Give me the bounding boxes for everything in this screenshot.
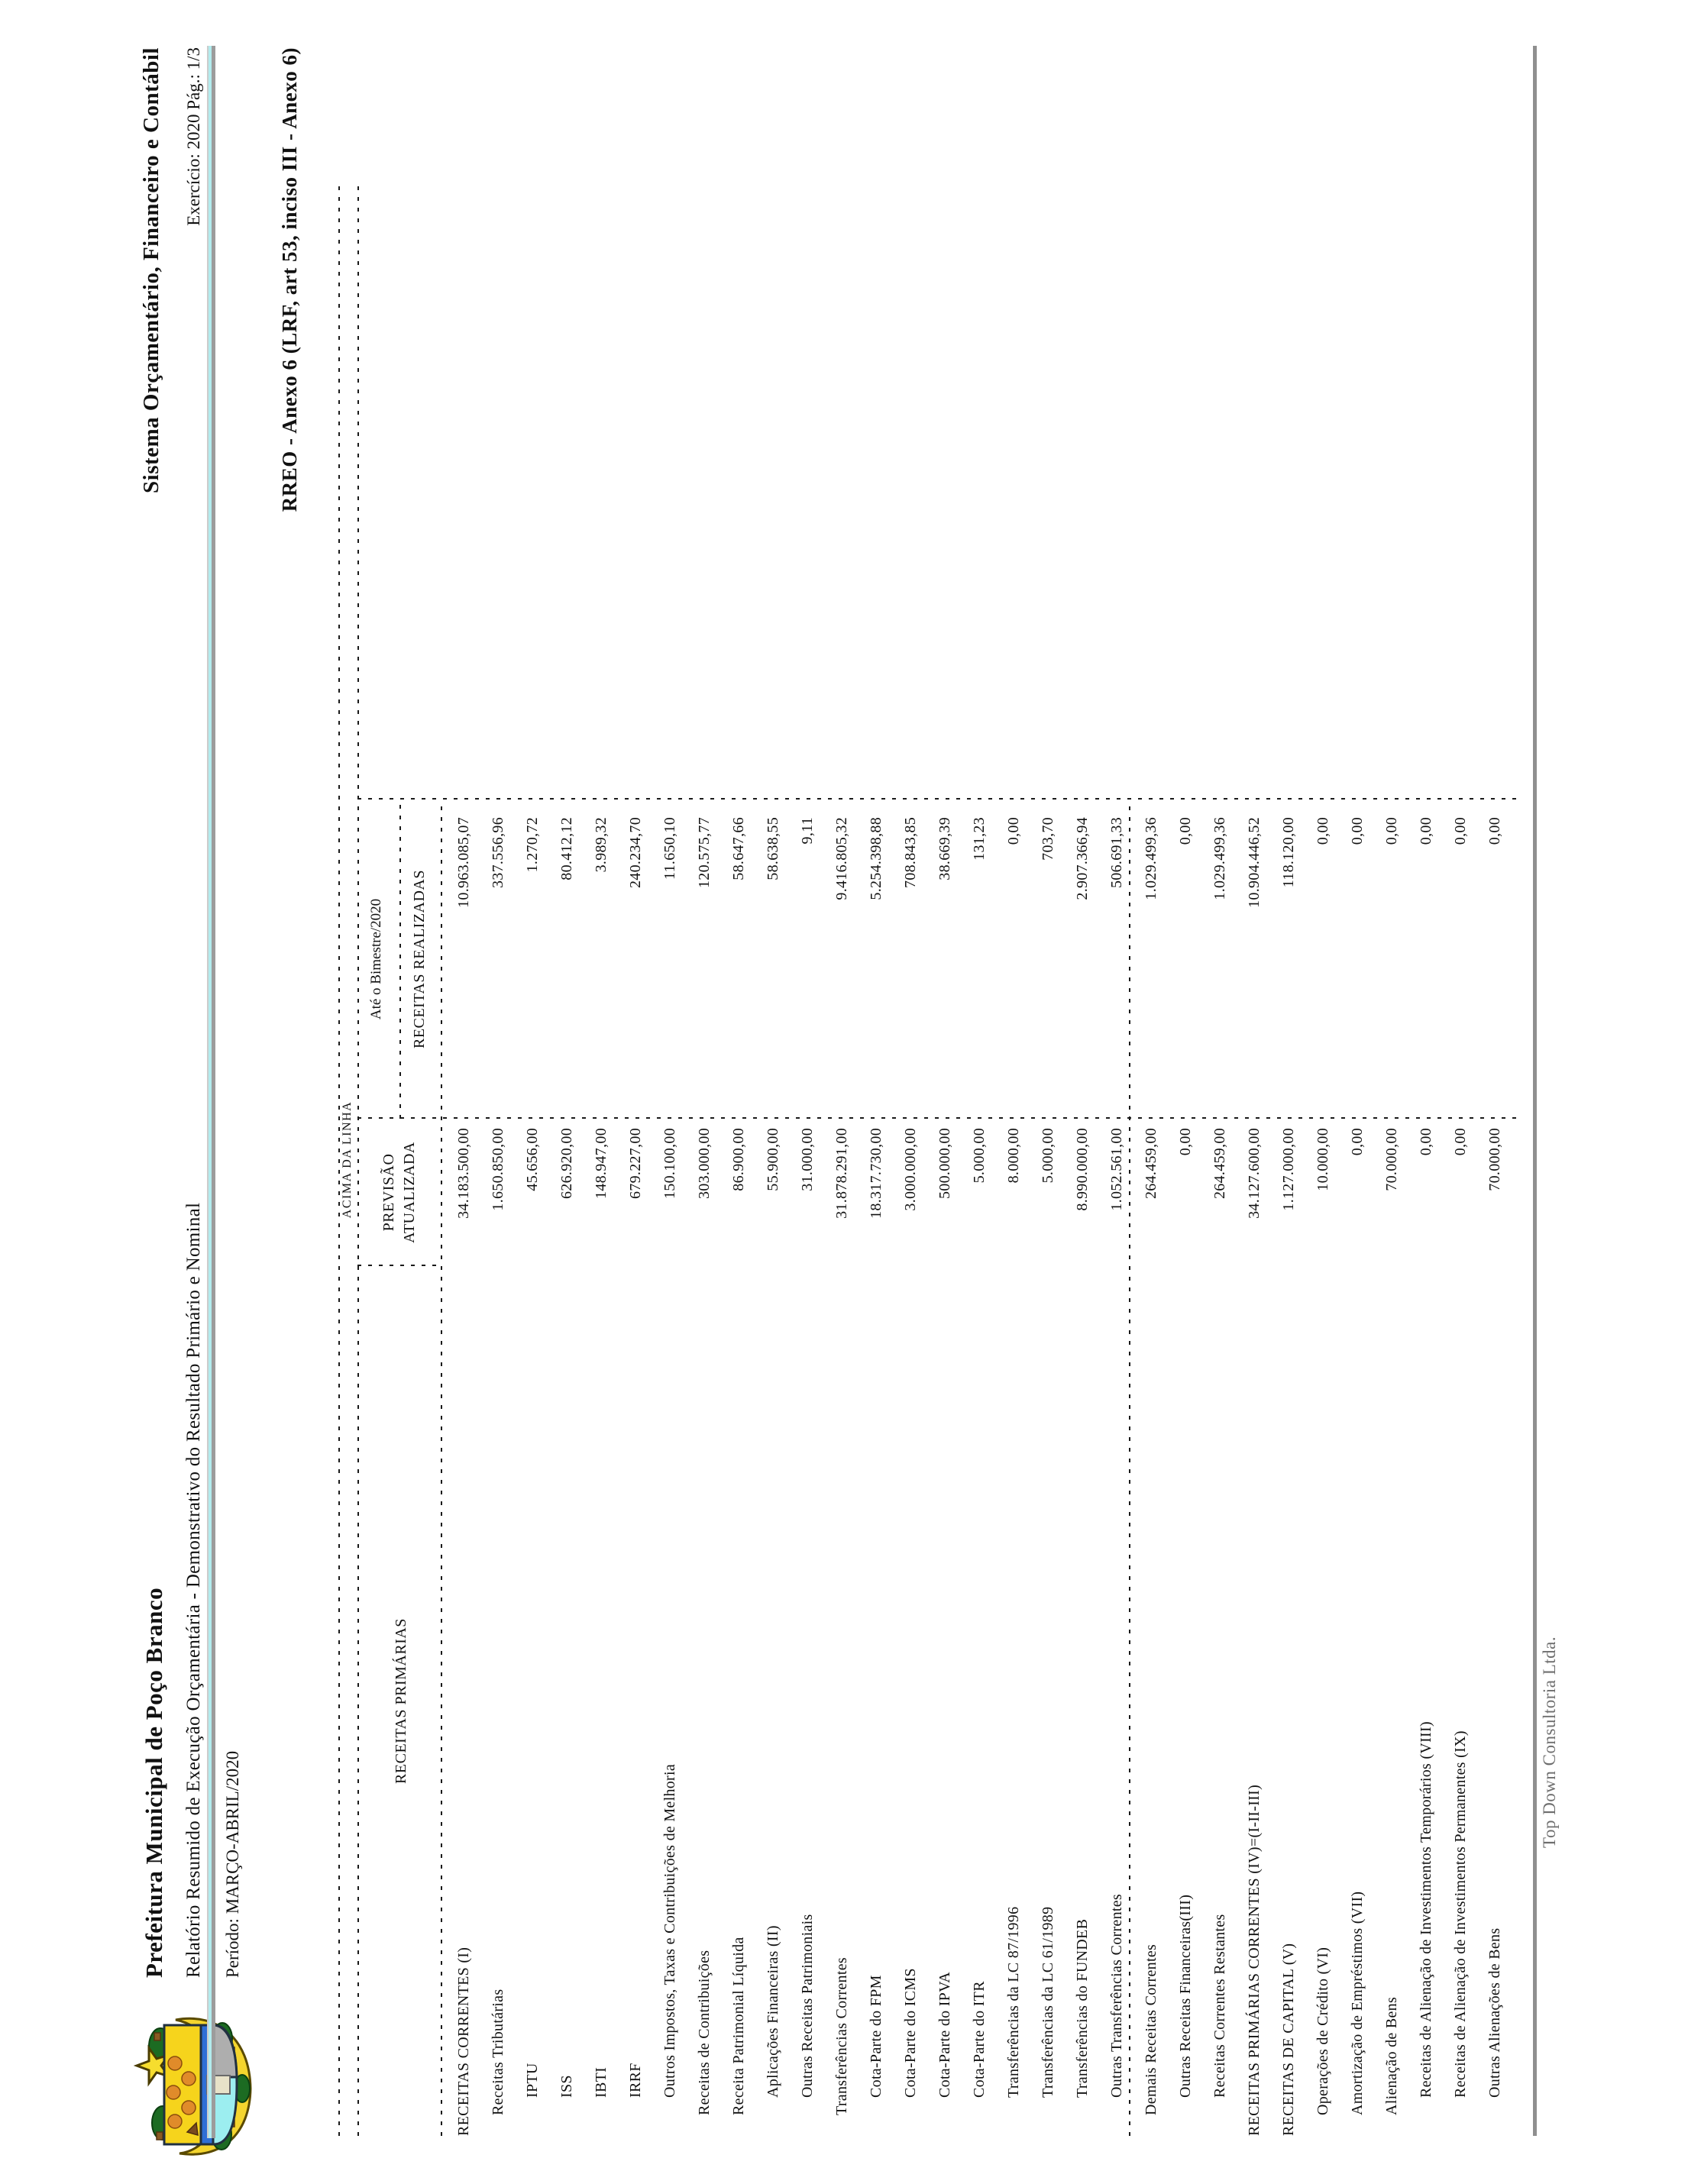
table-row xyxy=(687,800,722,2136)
row-label: Cota-Parte do IPVA xyxy=(936,1971,953,2098)
table-banner-top-border xyxy=(338,183,340,2136)
row-previsao-value: 1.650.850,00 xyxy=(490,1128,506,1211)
row-realizada-value: 5.254.398,88 xyxy=(868,817,884,900)
row-label: Receitas de Alienação de Investimentos Temporários (VIII) xyxy=(1418,1721,1434,2098)
row-previsao-value: 86.900,00 xyxy=(730,1128,747,1191)
row-label: Outras Alienações de Bens xyxy=(1486,1927,1503,2098)
table-row xyxy=(1272,800,1306,2136)
row-previsao-value: 500.000,00 xyxy=(936,1128,953,1199)
row-label: ISS xyxy=(558,2075,575,2098)
row-realizada-value: 38.669,39 xyxy=(936,817,953,880)
exercise-and-page: Exercício: 2020 Pág.: 1/3 xyxy=(184,47,203,226)
table-row xyxy=(997,800,1031,2136)
section-banner: ACIMA DA LINHA xyxy=(341,1100,354,1219)
table-row xyxy=(1100,800,1134,2136)
previsao-line2: ATUALIZADA xyxy=(401,1142,418,1243)
table-row xyxy=(550,800,584,2136)
row-previsao-value: 679.227,00 xyxy=(627,1128,644,1199)
table-row xyxy=(825,800,859,2136)
row-previsao-value: 31.000,00 xyxy=(799,1128,816,1191)
row-realizada-value: 0,00 xyxy=(1452,817,1469,845)
table-row xyxy=(516,800,550,2136)
table-body xyxy=(447,800,1512,2136)
row-previsao-value: 150.100,00 xyxy=(661,1128,678,1199)
row-previsao-value: 8.000,00 xyxy=(1005,1128,1022,1184)
row-previsao-value: 55.900,00 xyxy=(765,1128,781,1191)
row-label: Cota-Parte do ITR xyxy=(971,1981,988,2098)
table-row xyxy=(894,800,928,2136)
row-realizada-value: 58.647,66 xyxy=(730,817,747,880)
row-previsao-value: 3.000.000,00 xyxy=(902,1128,919,1211)
row-previsao-value: 303.000,00 xyxy=(696,1128,713,1199)
row-label: RECEITAS DE CAPITAL (V) xyxy=(1280,1943,1297,2136)
table-row xyxy=(447,800,481,2136)
row-realizada-value: 0,00 xyxy=(1005,817,1022,845)
row-realizada-value: 120.575,77 xyxy=(696,817,713,888)
row-label: Outras Receitas Financeiras(III) xyxy=(1177,1894,1194,2098)
table-row xyxy=(1031,800,1066,2136)
row-label: Receitas Tributárias xyxy=(490,1989,506,2115)
row-label: Aplicações Financeiras (II) xyxy=(765,1925,781,2098)
row-realizada-value: 1.029.499,36 xyxy=(1211,817,1228,900)
row-previsao-value: 0,00 xyxy=(1177,1128,1194,1156)
row-realizada-value: 0,00 xyxy=(1349,817,1366,845)
row-label: Receita Patrimonial Líquida xyxy=(730,1937,747,2115)
table-header-bottom-border xyxy=(441,800,442,2136)
row-previsao-value: 5.000,00 xyxy=(971,1128,988,1184)
table-row xyxy=(1306,800,1340,2136)
row-previsao-value: 34.183.500,00 xyxy=(455,1128,472,1219)
table-row xyxy=(1203,800,1237,2136)
row-label: Transferências da LC 61/1989 xyxy=(1040,1906,1056,2098)
row-label: Alienação de Bens xyxy=(1383,1996,1400,2115)
table-row xyxy=(928,800,962,2136)
table-row xyxy=(1066,800,1100,2136)
column-header-previsao-atualizada xyxy=(379,1119,420,1266)
organization-title: Prefeitura Municipal de Poço Branco xyxy=(141,1587,167,1978)
row-label: Operações de Crédito (VI) xyxy=(1315,1947,1331,2115)
row-realizada-value: 9,11 xyxy=(799,817,816,845)
table-row xyxy=(1134,800,1169,2136)
row-realizada-value: 131,23 xyxy=(971,817,988,861)
table-row xyxy=(1444,800,1478,2136)
row-realizada-value: 10.963.085,07 xyxy=(455,817,472,908)
row-label: Receitas de Alienação de Investimentos Permanentes (IX) xyxy=(1452,1730,1469,2098)
column-header-receitas-realizadas: RECEITAS REALIZADAS xyxy=(411,870,428,1049)
previsao-line1: PREVISÃO xyxy=(380,1153,397,1232)
footer-vendor: Top Down Consultoria Ltda. xyxy=(1540,1636,1559,1848)
row-realizada-value: 2.907.366,94 xyxy=(1074,817,1091,900)
row-label: Outros Impostos, Taxas e Contribuições de Melhoria xyxy=(661,1763,678,2098)
report-title: Relatório Resumido de Execução Orçamentária - Demonstrativo do Resultado Primário e Nominal xyxy=(183,1202,204,1978)
row-label: Receitas de Contribuições xyxy=(696,1950,713,2115)
row-realizada-value: 0,00 xyxy=(1418,817,1434,845)
row-label: RECEITAS CORRENTES (I) xyxy=(455,1947,472,2136)
row-realizada-value: 118.120,00 xyxy=(1280,817,1297,888)
row-realizada-value: 0,00 xyxy=(1486,817,1503,845)
row-realizada-value: 9.416.805,32 xyxy=(833,817,850,900)
row-previsao-value: 18.317.730,00 xyxy=(868,1128,884,1219)
row-previsao-value: 264.459,00 xyxy=(1211,1128,1228,1199)
row-realizada-value: 3.989,32 xyxy=(593,817,610,873)
table-row xyxy=(756,800,791,2136)
municipal-coat-of-arms-logo xyxy=(73,2008,252,2169)
row-previsao-value: 264.459,00 xyxy=(1143,1128,1159,1199)
row-previsao-value: 0,00 xyxy=(1418,1128,1434,1156)
row-realizada-value: 506.691,33 xyxy=(1108,817,1125,888)
row-label: Cota-Parte do FPM xyxy=(868,1975,884,2098)
row-previsao-value: 70.000,00 xyxy=(1383,1128,1400,1191)
row-realizada-value: 11.650,10 xyxy=(661,817,678,880)
row-realizada-value: 0,00 xyxy=(1383,817,1400,845)
row-realizada-value: 703,70 xyxy=(1040,817,1056,861)
row-label: IBTI xyxy=(593,2066,610,2098)
column-header-receitas-primarias: RECEITAS PRIMÁRIAS xyxy=(393,1618,409,1784)
table-row xyxy=(653,800,687,2136)
table-row xyxy=(791,800,825,2136)
row-realizada-value: 80.412,12 xyxy=(558,817,575,880)
table-row xyxy=(1169,800,1203,2136)
row-label: Cota-Parte do ICMS xyxy=(902,1968,919,2098)
table-row xyxy=(1375,800,1409,2136)
row-previsao-value: 10.000,00 xyxy=(1315,1128,1331,1191)
table-row xyxy=(481,800,516,2136)
row-previsao-value: 45.656,00 xyxy=(524,1128,541,1191)
row-previsao-value: 8.990.000,00 xyxy=(1074,1128,1091,1211)
row-realizada-value: 10.904.446,52 xyxy=(1246,817,1263,908)
table-banner-bottom-border xyxy=(357,183,359,2136)
table-row xyxy=(962,800,997,2136)
table-row xyxy=(859,800,894,2136)
row-realizada-value: 0,00 xyxy=(1177,817,1194,845)
row-label: Outras Transferências Correntes xyxy=(1108,1893,1125,2098)
table-row xyxy=(1478,800,1512,2136)
row-label: IRRF xyxy=(627,2063,644,2098)
header-divider-rule xyxy=(207,46,215,2138)
row-label: Amortização de Empréstimos (VII) xyxy=(1349,1891,1366,2115)
row-previsao-value: 148.947,00 xyxy=(593,1128,610,1199)
system-title: Sistema Orçamentário, Financeiro e Contábil xyxy=(139,47,163,493)
row-realizada-value: 708.843,85 xyxy=(902,817,919,888)
row-previsao-value: 1.052.561,00 xyxy=(1108,1128,1125,1211)
realizadas-subheader-divider xyxy=(399,800,401,1119)
table-row xyxy=(722,800,756,2136)
table-row xyxy=(1237,800,1272,2136)
row-previsao-value: 1.127.000,00 xyxy=(1280,1128,1297,1211)
row-realizada-value: 1.029.499,36 xyxy=(1143,817,1159,900)
table-row xyxy=(1340,800,1375,2136)
footer-rule xyxy=(1533,46,1537,2136)
row-previsao-value: 5.000,00 xyxy=(1040,1128,1056,1184)
row-previsao-value: 0,00 xyxy=(1349,1128,1366,1156)
row-label: Demais Receitas Correntes xyxy=(1143,1943,1159,2115)
row-label: Receitas Correntes Restantes xyxy=(1211,1914,1228,2098)
table-row xyxy=(1409,800,1444,2136)
row-previsao-value: 34.127.600,00 xyxy=(1246,1128,1263,1219)
column-header-ate-o-bimestre: Até o Bimestre/2020 xyxy=(368,898,384,1020)
row-previsao-value: 70.000,00 xyxy=(1486,1128,1503,1191)
row-label: Outras Receitas Patrimoniais xyxy=(799,1914,816,2098)
row-realizada-value: 1.270,72 xyxy=(524,817,541,873)
row-realizada-value: 337.556,96 xyxy=(490,817,506,888)
row-previsao-value: 0,00 xyxy=(1452,1128,1469,1156)
table-row xyxy=(619,800,653,2136)
row-realizada-value: 58.638,55 xyxy=(765,817,781,880)
row-label: Transferências do FUNDEB xyxy=(1074,1918,1091,2098)
annex-reference: RREO - Anexo 6 (LRF, art 53, inciso III - Anexo 6) xyxy=(278,47,301,512)
row-label: Transferências Correntes xyxy=(833,1957,850,2115)
row-realizada-value: 0,00 xyxy=(1315,817,1331,845)
row-previsao-value: 626.920,00 xyxy=(558,1128,575,1199)
row-previsao-value: 31.878.291,00 xyxy=(833,1128,850,1219)
row-label: Transferências da LC 87/1996 xyxy=(1005,1906,1022,2098)
row-realizada-value: 240.234,70 xyxy=(627,817,644,888)
table-row xyxy=(584,800,619,2136)
report-period: Período: MARÇO-ABRIL/2020 xyxy=(223,1750,242,1978)
row-label: IPTU xyxy=(524,2063,541,2098)
row-label: RECEITAS PRIMÁRIAS CORRENTES (IV)=(I-II-III) xyxy=(1246,1784,1263,2136)
